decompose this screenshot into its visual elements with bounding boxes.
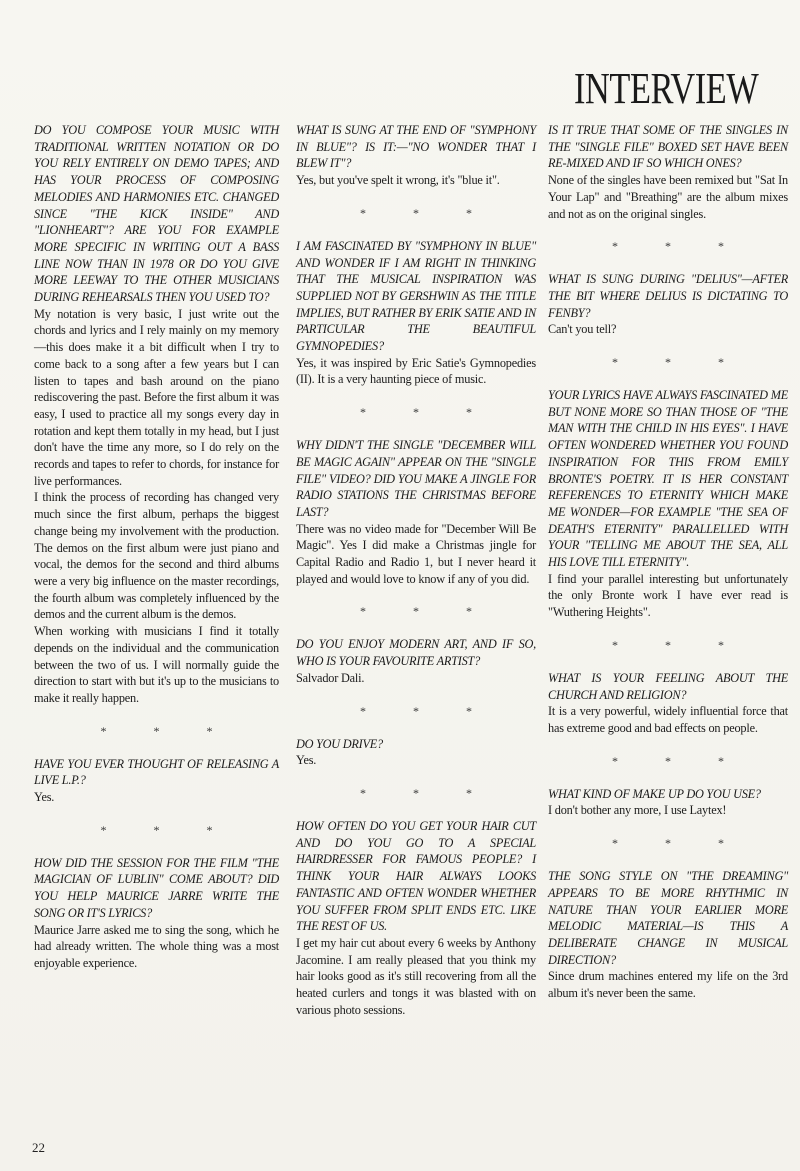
answer-text: Since drum machines entered my life on the 3rd album it's never been the same. [548, 969, 788, 1001]
question-text: IS IT TRUE THAT SOME OF THE SINGLES IN THE "SINGLE FILE" BOXED SET HAVE BEEN RE-MIXED AND IF SO WHICH ONES? [548, 123, 788, 171]
answer-text: Yes. [34, 790, 55, 805]
question-text: DO YOU ENJOY MODERN ART, AND IF SO, WHO IS YOUR FAVOURITE ARTIST? [296, 637, 536, 669]
section-separator: * * * [612, 836, 746, 851]
answer-text: When working with musicians I find it totally depends on the individual and the communication between the two of us. I will normally guide the direction to start with but it's up to the musicians to make it really happen. [34, 624, 279, 705]
section-separator: * * * [612, 753, 746, 768]
question-text: WHAT IS SUNG DURING "DELIUS"—AFTER THE BIT WHERE DELIUS IS DICTATING TO FENBY? [548, 272, 788, 320]
qa-block [34, 122, 279, 707]
column-3 [548, 122, 788, 1002]
answer-text: I think the process of recording has changed very much since the first album, perhaps the biggest change being my involvement with the production. The demos on the first album were just piano and vocal, the demos for the second and third albums were a very big influence on the master recordings, the fourth album was completely influenced by the demos and the current album is the demos. [34, 490, 279, 622]
question-text: HOW DID THE SESSION FOR THE FILM "THE MAGICIAN OF LUBLIN" COME ABOUT? DID YOU HELP MAURICE JARRE WRITE THE SONG OR IT'S LYRICS? [34, 855, 279, 920]
section-separator: * * * [360, 205, 494, 220]
qa-block [34, 756, 279, 806]
qa-block [548, 271, 788, 338]
answer-text: I don't bother any more, I use Laytex! [548, 803, 727, 818]
qa-block [296, 818, 536, 1018]
answer-text: Yes, it was inspired by Eric Satie's Gymnopedies (II). It is a very haunting piece of music. [296, 355, 536, 387]
section-separator: * * * [612, 355, 746, 370]
answer-text: Maurice Jarre asked me to sing the song, which he had already written. The whole thing was a most enjoyable experience. [34, 922, 279, 970]
answer-text: I get my hair cut about every 6 weeks by Anthony Jacomine. I am really pleased that you think my hair looks good as it's still recovering from all the heated curlers and tongs it was blasted with on various photo sessions. [296, 935, 536, 1017]
answer-text: Yes. [296, 753, 317, 768]
question-text: WHY DIDN'T THE SINGLE "DECEMBER WILL BE MAGIC AGAIN" APPEAR ON THE "SINGLE FILE" VIDEO? DID YOU MAKE A JINGLE FOR RADIO STATIONS THE CHRISTMAS BEFORE LAST? [296, 438, 536, 519]
page-title: INTERVIEW [573, 64, 758, 114]
question-text: YOUR LYRICS HAVE ALWAYS FASCINATED ME BUT NONE MORE SO THAN THOSE OF "THE MAN WITH THE CHILD IN HIS EYES". I HAVE OFTEN WONDERED WHETHER YOU FOUND INSPIRATION FOR THIS FROM EMILY BRONTE'S POETRY. IT IS HER CONSTANT REFERENCES TO ETERNITY WHICH MAKE ME WONDER—FOR EXAMPLE "THE SEA OF DEATH'S ETERNITY" PARALLELLED WITH YOUR "TELLING ME ABOUT THE SEA, ALL HIS LOVE TILL ETERNITY". [548, 388, 788, 570]
question-text: THE SONG STYLE ON "THE DREAMING" APPEARS TO BE MORE RHYTHMIC IN NATURE THAN YOUR EARLIER MORE MELODIC MATERIAL—IS THIS A DELIBERATE CHANGE IN MUSICAL DIRECTION? [548, 869, 788, 967]
column-1 [34, 122, 279, 972]
section-separator: * * * [360, 604, 494, 619]
question-text: HOW OFTEN DO YOU GET YOUR HAIR CUT AND DO YOU GO TO A SPECIAL HAIRDRESSER FOR FAMOUS PEOPLE? I THINK YOUR HAIR ALWAYS LOOKS FANTASTIC AND OFTEN WONDER WHETHER YOU SUFFER FROM SPLIT ENDS ETC. LIKE THE REST OF US. [296, 818, 536, 934]
question-text: DO YOU DRIVE? [296, 736, 383, 751]
qa-block [548, 786, 788, 819]
answer-text: I find your parallel interesting but unfortunately the only Bronte work I have ever read is "Wuthering Heights". [548, 571, 788, 620]
qa-block [548, 387, 788, 621]
question-text: WHAT KIND OF MAKE UP DO YOU USE? [548, 786, 761, 801]
answer-text: My notation is very basic, I just write out the chords and lyrics and I rely mainly on my memory—this does make it a bit difficult when I try to come back to a song after a few years but I can listen to tapes and bash around on the piano rediscovering the past. Before the first album it was easy, I used to practice all my songs every day in rotation and kept them totally in my head, but I just don't have the time any more, so I do rely on the records and tapes to refer to chords, for instance for live performances. [34, 306, 279, 488]
section-separator: * * * [360, 785, 494, 800]
question-text: WHAT IS SUNG AT THE END OF "SYMPHONY IN BLUE"? IS IT:—"NO WONDER THAT I BLEW IT"? [296, 123, 536, 171]
qa-block [548, 670, 788, 737]
answer-text: Can't you tell? [548, 322, 617, 337]
qa-block [548, 868, 788, 1002]
column-2 [296, 122, 536, 1018]
section-separator: * * * [360, 703, 494, 718]
qa-block [296, 122, 536, 189]
question-text: WHAT IS YOUR FEELING ABOUT THE CHURCH AND RELIGION? [548, 670, 788, 702]
answer-text: Salvador Dali. [296, 670, 365, 685]
answer-text: Yes, but you've spelt it wrong, it's "blue it". [296, 173, 500, 188]
section-separator: * * * [360, 405, 494, 420]
qa-block [34, 855, 279, 972]
answer-text: There was no video made for "December Will Be Magic". Yes I did make a Christmas jingle for Capital Radio and Radio 1, but I never heard it played and would love to know if any of you did. [296, 521, 536, 586]
section-separator: * * * [612, 637, 746, 652]
section-separator: * * * [612, 239, 746, 254]
question-text: HAVE YOU EVER THOUGHT OF RELEASING A LIVE L.P.? [34, 756, 279, 788]
question-text: I AM FASCINATED BY "SYMPHONY IN BLUE" AND WONDER IF I AM RIGHT IN THINKING THAT THE MUSICAL INSPIRATION WAS SUPPLIED NOT BY GERSHWIN AS THE TITLE IMPLIES, BUT RATHER BY ERIK SATIE AND IN PARTICULAR THE BEAUTIFUL GYMNOPEDIES? [296, 238, 536, 354]
qa-block [296, 437, 536, 587]
section-separator: * * * [100, 723, 235, 738]
qa-block [548, 122, 788, 222]
qa-block [296, 736, 536, 769]
qa-block [296, 238, 536, 388]
section-separator: * * * [100, 822, 235, 837]
page-number: 22 [32, 1140, 45, 1155]
answer-text: None of the singles have been remixed but "Sat In Your Lap" and "Breathing" are the album mixes and not as on the original singles. [548, 173, 788, 221]
question-text: DO YOU COMPOSE YOUR MUSIC WITH TRADITIONAL WRITTEN NOTATION OR DO YOU RELY ENTIRELY ON DEMO TAPES; AND HAS YOUR PROCESS OF COMPOSING MELODIES AND HARMONIES ETC. CHANGED SINCE "THE KICK INSIDE" AND "LIONHEART"? ARE YOU FOR EXAMPLE MORE SPECIFIC IN WRITING OUT A BASS LINE NOW THAN IN 1978 OR DO YOU GIVE MORE LEEWAY TO THE OTHER MUSICIANS DURING REHEARSALS THEN YOU USED TO? [34, 123, 279, 305]
answer-text: It is a very powerful, widely influential force that has extreme good and bad effects on people. [548, 704, 788, 735]
qa-block [296, 636, 536, 686]
